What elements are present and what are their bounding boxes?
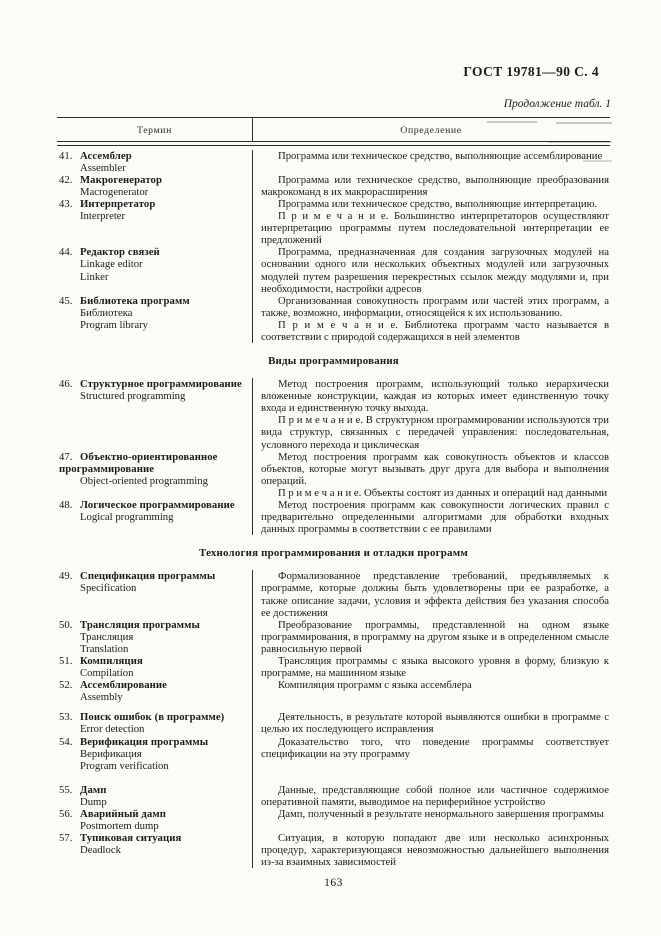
term-number: 51. [59, 654, 73, 667]
term-row [57, 198, 610, 246]
term-title: 44. Редактор связей [59, 246, 160, 259]
term-title: 41. Ассемблер [59, 149, 132, 162]
term-cell [57, 711, 252, 735]
definition-paragraph: Ситуация, в которую попадают две или несколько асинхронных процедур, характеризующаяся невозможностью дальнейшего выполнения из-за взаимных зависимостей [261, 832, 609, 869]
term-title: 48. Логическое программирование [59, 499, 235, 512]
term-number: 55. [59, 783, 73, 796]
term-alias: Dump [80, 795, 107, 808]
term-number: 42. [59, 173, 73, 186]
definition-paragraph: Метод построения программ как совокупность объектов и классов объектов, которые могут вызывать друг друга для выбора и выполнения операций. [261, 450, 609, 487]
definition-paragraph: Компиляция программ с языка ассемблера [278, 679, 472, 692]
term-alias: Specification [80, 582, 137, 595]
section-heading: Технология программирования и отладки программ [199, 547, 468, 560]
definition-paragraph: Данные, представляющие собой полное или частичное содержимое оперативной памяти, выводимое на периферийное устройство [261, 783, 609, 808]
definition-cell [252, 378, 610, 451]
term-number: 46. [59, 378, 73, 391]
term-row [57, 655, 610, 679]
term-title: 50. Трансляция программы [59, 618, 200, 631]
term-alias: Structured programming [80, 390, 186, 403]
term-cell [57, 619, 252, 655]
term-title: 49. Спецификация программы [59, 570, 216, 583]
definition-paragraph: Трансляция программы с языка высокого уровня в форму, близкую к программе, на машинном языке [261, 654, 609, 680]
term-row [57, 150, 610, 174]
term-title: 42. Макрогенератор [59, 173, 163, 186]
term-cell [57, 378, 252, 451]
term-number: 54. [59, 735, 73, 748]
terms-table [57, 117, 610, 889]
term-cell [57, 246, 252, 294]
term-cell [57, 451, 252, 499]
column-header-term: Термин [137, 125, 172, 136]
term-title: 53. Поиск ошибок (в программе) [59, 711, 225, 724]
term-alias: Postmortem dump [80, 820, 159, 833]
term-number: 48. [59, 499, 73, 512]
term-alias: Верификация [80, 747, 142, 760]
term-title: 55. Дамп [59, 783, 107, 796]
definition-cell [252, 451, 610, 499]
term-number: 52. [59, 679, 73, 692]
term-row [57, 832, 610, 868]
term-title: 57. Тупиковая ситуация [59, 832, 182, 845]
section-heading: Виды программирования [268, 355, 399, 368]
term-alias: Linker [80, 270, 109, 283]
definition-paragraph: Преобразование программы, представленной на одном языке программирования, в программу на другом языке и в определенном смысле равносильную первой [261, 618, 609, 655]
term-number: 49. [59, 570, 73, 583]
definition-paragraph: П р и м е ч а н и е. Большинство интерпретаторов осуществляют интерпретацию программы путем последовательной интерпретации ее предложений [261, 210, 609, 247]
definition-cell [252, 295, 610, 343]
term-cell [57, 295, 252, 343]
term-alias: Logical programming [80, 511, 174, 524]
standard-number: ГОСТ 19781—90 С. 4 [463, 64, 599, 79]
term-number: 53. [59, 711, 73, 724]
term-number: 44. [59, 246, 73, 259]
definition-paragraph: Дамп, полученный в результате ненормального завершения программы [278, 808, 604, 820]
term-number: 50. [59, 618, 73, 631]
term-cell [57, 832, 252, 868]
definition-paragraph: Программа или техническое средство, выполняющие интерпретацию. [278, 197, 598, 210]
definition-cell [252, 150, 610, 174]
term-title: 54. Верификация программы [59, 735, 209, 748]
definition-cell [252, 832, 610, 868]
term-alias: Библиотека [80, 306, 133, 319]
term-number: 57. [59, 832, 73, 845]
term-title: 47. Объектно-ориентированное программирование [59, 450, 218, 475]
definition-paragraph: П р и м е ч а н и е. Библиотека программ часто называется в соответствии с природой содержащихся в ней элементов [261, 318, 609, 343]
term-title: 46. Структурное программирование [59, 378, 242, 391]
term-number: 47. [59, 450, 73, 463]
definition-cell [252, 499, 610, 535]
term-row [57, 499, 610, 535]
definition-paragraph: Метод построения программ, использующий только иерархически вложенные конструкции, каждая из которых имеет единственную точку входа и единственную точку выхода. [261, 378, 609, 415]
definition-paragraph: П р и м е ч а н и е. В структурном программировании используются три вида структур, связанных с передачей управления: последовательная, условного перехода и циклическая [261, 414, 609, 451]
term-title: 51. Компиляция [59, 654, 143, 667]
term-row [57, 679, 610, 703]
column-header-definition: Определение [400, 125, 462, 136]
term-cell [57, 679, 252, 703]
table-body [57, 146, 610, 869]
term-alias: Compilation [80, 667, 134, 680]
term-cell [57, 150, 252, 174]
table-header-row [57, 117, 610, 141]
term-cell [57, 736, 252, 772]
term-alias: Error detection [80, 723, 145, 736]
definition-cell [252, 711, 610, 735]
definition-paragraph: Программа или техническое средство, выполняющие преобразования макрокоманд в их макрорасширения [261, 173, 609, 198]
term-alias: Program verification [80, 759, 169, 772]
term-row [57, 174, 610, 198]
term-title: 45. Библиотека программ [59, 294, 190, 307]
term-cell [57, 198, 252, 246]
definition-cell [252, 808, 610, 832]
definition-cell [252, 570, 610, 618]
term-title: 43. Интерпретатор [59, 197, 156, 210]
term-alias: Трансляция [80, 630, 134, 643]
term-alias: Object-oriented programming [80, 474, 208, 487]
term-row [57, 246, 610, 294]
definition-paragraph: Метод построения программ как совокупности логических правил с предварительно определенными алгоритмами для обработки входных данных программы в соответствии с ее правилами [261, 499, 609, 536]
term-row [57, 772, 610, 808]
term-alias: Linkage editor [80, 258, 143, 271]
definition-cell [252, 784, 610, 808]
term-row [57, 808, 610, 832]
term-row [57, 736, 610, 772]
term-row [57, 451, 610, 499]
term-row [57, 619, 610, 655]
term-alias: Translation [80, 642, 129, 655]
term-row [57, 570, 610, 618]
term-alias: Macrogenerator [80, 185, 149, 198]
term-number: 56. [59, 808, 73, 820]
definition-cell [252, 174, 610, 198]
term-cell [57, 808, 252, 832]
term-number: 43. [59, 197, 73, 210]
term-alias: Program library [80, 318, 148, 331]
term-alias: Interpreter [80, 210, 126, 223]
definition-paragraph: Доказательство того, что поведение программы соответствует спецификации на эту программу [261, 735, 609, 760]
term-number: 41. [59, 149, 73, 162]
term-title: 52. Ассемблирование [59, 679, 168, 692]
definition-cell [252, 736, 610, 772]
term-alias: Assembler [80, 161, 126, 174]
term-cell [57, 174, 252, 198]
term-cell [57, 784, 252, 808]
term-cell [57, 570, 252, 618]
definition-paragraph: Деятельность, в результате которой выявляются ошибки в программе с целью их последующего исправления [261, 711, 609, 736]
definition-cell [252, 198, 610, 246]
term-cell [57, 655, 252, 679]
page-number: 163 [324, 877, 343, 890]
definition-cell [252, 246, 610, 294]
definition-paragraph: Организованная совокупность программ или частей этих программ, а также, возможно, информации, относящейся к их использованию. [261, 294, 609, 319]
definition-paragraph: Программа, предназначенная для создания загрузочных модулей на основании одного или нескольких объектных модулей или загрузочных модулей путем разрешения перекрестных ссылок между модулями и, при необходимости, настройки адресов [261, 246, 609, 295]
term-row [57, 703, 610, 735]
definition-cell [252, 679, 610, 703]
term-row [57, 378, 610, 451]
term-alias: Deadlock [80, 844, 121, 857]
definition-paragraph: Программа или техническое средство, выполняющие ассемблирование [278, 149, 603, 162]
definition-cell [252, 619, 610, 655]
term-number: 45. [59, 294, 73, 307]
definition-paragraph: П р и м е ч а н и е. Объекты состоят из данных и операций над данными [278, 486, 608, 499]
term-title: 56. Аварийный дамп [59, 808, 167, 820]
term-alias: Assembly [80, 691, 123, 704]
definition-cell [252, 655, 610, 679]
term-cell [57, 499, 252, 535]
term-row [57, 295, 610, 343]
table-continuation-note: Продолжение табл. 1 [503, 98, 611, 110]
definition-paragraph: Формализованное представление требований, предъявляемых к программе, которые должны быть удовлетворены при ее разработке, а также описание задачи, условия и эффекта действия без указания способа ее достижения [261, 570, 609, 619]
